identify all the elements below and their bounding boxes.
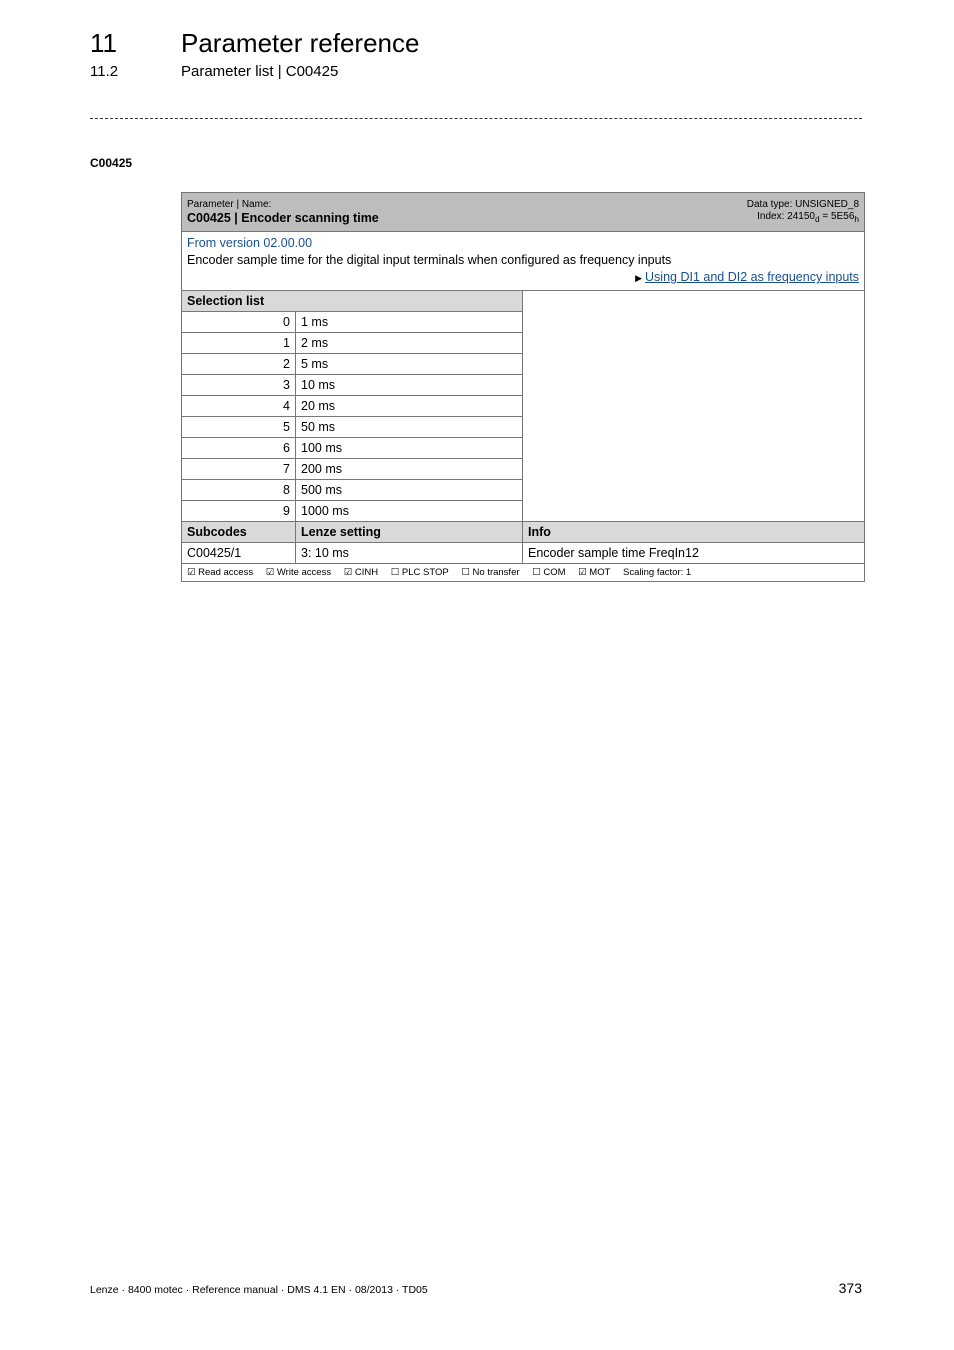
selection-row: 3 10 ms <box>182 375 865 396</box>
chapter-title: Parameter reference <box>181 28 420 58</box>
selection-row: 8 500 ms <box>182 480 865 501</box>
flag-mot: ☑ MOT <box>578 567 611 578</box>
selection-row: 7 200 ms <box>182 459 865 480</box>
selection-list-header: Selection list <box>182 291 523 312</box>
flag-cinh: ☑ CINH <box>343 567 379 578</box>
section-title: Parameter list | C00425 <box>181 63 339 80</box>
subcodes-header: Subcodes <box>182 522 296 543</box>
selection-row: 2 5 ms <box>182 354 865 375</box>
parameter-name: C00425 | Encoder scanning time <box>187 211 379 225</box>
parameter-header <box>182 193 865 232</box>
data-type: Data type: UNSIGNED_8 <box>746 199 860 210</box>
selection-row: 5 50 ms <box>182 417 865 438</box>
flag-write-access: ☑ Write access <box>265 567 332 578</box>
info-header: Info <box>523 522 865 543</box>
parameter-code-heading: C00425 <box>90 156 133 170</box>
parameter-table <box>181 192 865 582</box>
flag-read-access: ☑ Read access <box>187 567 254 578</box>
flag-no-transfer: ☐ No transfer <box>461 567 520 578</box>
page-number: 373 <box>838 1280 862 1296</box>
scaling-factor: Scaling factor: 1 <box>623 567 692 578</box>
lenze-setting-header: Lenze setting <box>296 522 523 543</box>
selection-row: 0 1 ms <box>182 312 865 333</box>
section-number: 11.2 <box>90 63 119 80</box>
header-divider <box>90 118 862 119</box>
parameter-index: Index: $24150_d = 5E56_h$ <box>757 211 860 224</box>
version-note: From version 02.00.00 <box>187 236 313 250</box>
subcode-row: C00425/1 3: 10 ms Encoder sample time FreqIn12 <box>182 543 865 564</box>
triangle-right-icon: ▶ <box>635 273 643 283</box>
description-cell <box>182 232 865 291</box>
selection-row: 4 20 ms <box>182 396 865 417</box>
parameter-name-label: Parameter | Name: <box>187 199 272 210</box>
flag-com: ☐ COM <box>532 567 566 578</box>
selection-list-spacer <box>523 291 865 522</box>
selection-row: 6 100 ms <box>182 438 865 459</box>
flag-plc-stop: ☐ PLC STOP <box>390 567 449 578</box>
access-flags <box>182 564 865 582</box>
cross-reference <box>187 269 859 287</box>
chapter-number: 11 <box>90 28 117 58</box>
parameter-description: Encoder sample time for the digital input terminals when configured as frequency inputs <box>187 253 672 267</box>
frequency-inputs-link[interactable]: Using DI1 and DI2 as frequency inputs <box>645 270 860 284</box>
selection-row: 1 2 ms <box>182 333 865 354</box>
selection-row: 9 1000 ms <box>182 501 865 522</box>
document-footer: Lenze · 8400 motec · Reference manual · DMS 4.1 EN · 08/2013 · TD05 <box>90 1284 428 1296</box>
